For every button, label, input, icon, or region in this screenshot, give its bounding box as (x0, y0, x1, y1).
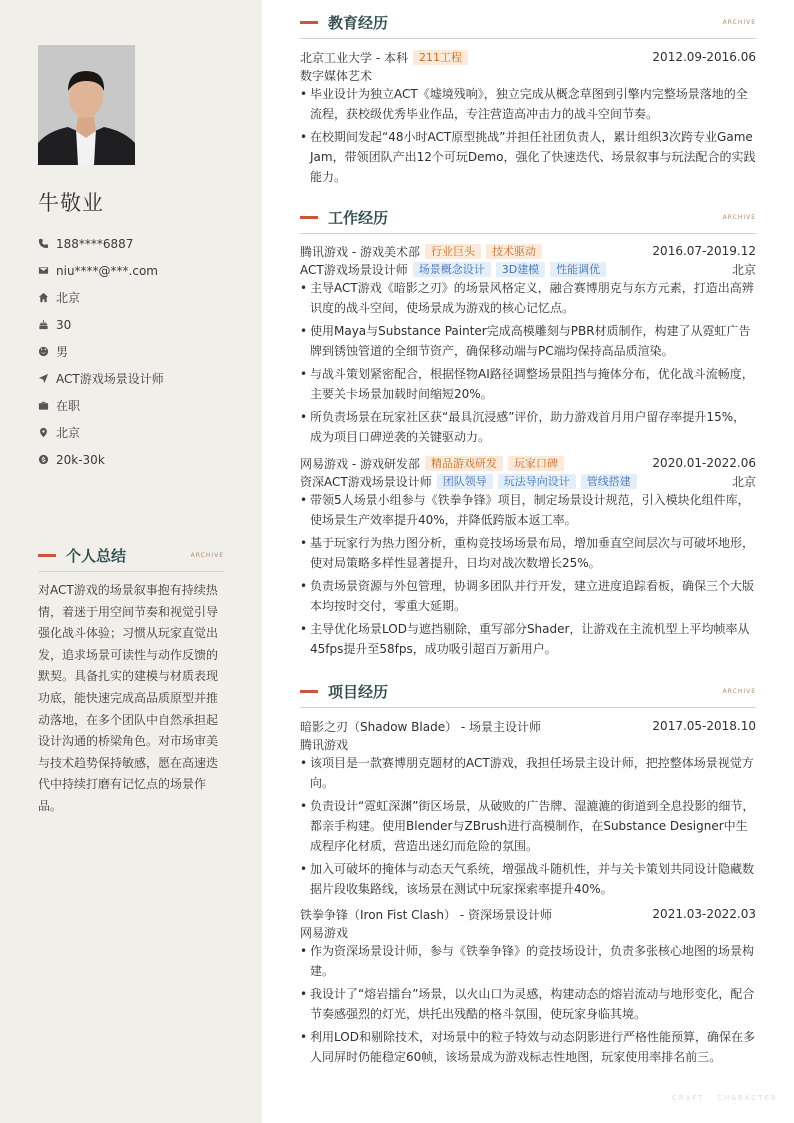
section-accent-bar (300, 690, 318, 693)
job-2-skill: 玩法导向设计 (498, 474, 576, 489)
list-item: • 我设计了“熔岩擂台”场景，以火山口为灵感，构建动态的熔岩流动与地形变化，配合节奏感强烈的灯光，烘托出残酷的格斗氛围，使玩家身临其境。 (300, 984, 756, 1024)
list-item: • 基于玩家行为热力图分析，重构竞技场场景布局，增加垂直空间层次与可破坏地形，使对局策略多样性显著提升，日均对战次数增长25%。 (300, 533, 756, 573)
contact-email-text: niu****@***.com (56, 263, 158, 278)
job-1-skill: 3D建模 (496, 262, 545, 277)
section-accent-bar (300, 21, 318, 24)
summary-archive-label: ARCHIVE (190, 551, 224, 559)
sidebar (0, 0, 262, 1123)
job-2-bullets (300, 490, 756, 662)
footer-watermark: CRAFT · CHARACTER (672, 1094, 778, 1102)
job-1-city: 北京 (731, 262, 756, 277)
list-item: • 加入可破坏的掩体与动态天气系统，增强战斗随机性，并与关卡策划共同设计隐藏数据片段收集路线，该场景在测试中玩家探索率提升40%。 (300, 859, 756, 899)
project-2-org: 网易游戏 (300, 925, 349, 940)
education-header (300, 11, 756, 33)
list-item: • 带领5人场景小组参与《铁拳争锋》项目，制定场景设计规范，引入模块化组件库，使场景生产效率提升40%，并降低跨版本返工率。 (300, 490, 756, 530)
summary-header (38, 544, 224, 566)
education-title: 教育经历 (328, 13, 389, 32)
project-1-name: 暗影之刃（Shadow Blade） - 场景主设计师 (300, 719, 542, 734)
projects-title: 项目经历 (328, 682, 389, 701)
job-2-tag: 玩家口碑 (508, 456, 564, 471)
list-item: • 负责场景资源与外包管理，协调多团队并行开发，建立进度追踪看板，确保三个大版本均按时交付，零重大延期。 (300, 576, 756, 616)
briefcase-icon (38, 400, 56, 411)
contact-gender (38, 338, 238, 365)
contact-location-text: 北京 (56, 426, 81, 440)
project-2-org-row (300, 924, 756, 940)
projects-header (300, 680, 756, 702)
project-2-header (300, 905, 756, 923)
summary-divider (38, 571, 224, 572)
contact-position-text: ACT游戏场景设计师 (56, 372, 164, 386)
list-item: • 在校期间发起“48小时ACT原型挑战”并担任社团负责人，累计组织3次跨专业Game Jam，带领团队产出12个可玩Demo，强化了快速迭代、场景叙事与玩法配合的实践能力。 (300, 127, 756, 187)
project-1-org: 腾讯游戏 (300, 737, 349, 752)
section-accent-bar (38, 554, 56, 557)
job-1-date: 2016.07-2019.12 (652, 244, 756, 258)
job-1-skill: 性能调优 (550, 262, 606, 277)
job-2-role: 资深ACT游戏场景设计师 (300, 474, 432, 489)
list-item: • 主导优化场景LOD与遮挡剔除，重写部分Shader，让游戏在主流机型上平均帧率从45fps提升至58fps，成功吸引超百万新用户。 (300, 619, 756, 659)
contact-status-text: 在职 (56, 399, 81, 413)
contact-location (38, 419, 238, 446)
job-2-city: 北京 (731, 474, 756, 489)
cake-icon (38, 319, 56, 330)
list-item: • 使用Maya与Substance Painter完成高模雕刻与PBR材质制作，构建了从霓虹广告牌到锈蚀管道的全细节资产，确保移动端与PC端均保持高品质渲染。 (300, 321, 756, 361)
list-item: • 该项目是一款赛博朋克题材的ACT游戏，我担任场景主设计师，把控整体场景视觉方向。 (300, 753, 756, 793)
avatar-photo (38, 45, 135, 165)
job-1-skill: 场景概念设计 (413, 262, 491, 277)
projects-divider (300, 707, 756, 708)
job-2-role-row (300, 473, 756, 489)
work-header (300, 206, 756, 228)
job-2-skill: 团队领导 (437, 474, 493, 489)
education-archive-label: ARCHIVE (722, 18, 756, 26)
money-icon (38, 454, 56, 465)
project-1-header (300, 717, 756, 735)
job-2-skill: 管线搭建 (581, 474, 637, 489)
face-icon (38, 346, 56, 357)
education-tag: 211工程 (413, 50, 468, 65)
job-2-header (300, 454, 756, 472)
person-portrait-icon (38, 45, 135, 165)
education-school: 北京工业大学 - 本科 (300, 50, 408, 65)
project-1-date: 2017.05-2018.10 (652, 719, 756, 733)
send-icon (38, 373, 56, 384)
education-entry-header (300, 48, 756, 66)
project-1-bullets (300, 753, 756, 902)
profile-name: 牛敬业 (38, 191, 104, 215)
list-item: • 所负责场景在玩家社区获“最具沉浸感”评价，助力游戏首月用户留存率提升15%，成为项目口碑逆袭的关键驱动力。 (300, 407, 756, 447)
job-1-role-row (300, 261, 756, 277)
section-accent-bar (300, 216, 318, 219)
contact-salary (38, 446, 238, 473)
contact-position (38, 365, 238, 392)
job-2-date: 2020.01-2022.06 (652, 456, 756, 470)
job-1-tag: 技术驱动 (486, 244, 542, 259)
list-item: • 与战斗策划紧密配合，根据怪物AI路径调整场景阻挡与掩体分布，优化战斗流畅度，主要关卡场景加载时间缩短20%。 (300, 364, 756, 404)
contact-phone-text: 188****6887 (56, 236, 134, 251)
project-1-org-row (300, 736, 756, 752)
education-major: 数字媒体艺术 (300, 68, 373, 83)
list-item: • 主导ACT游戏《暗影之刃》的场景风格定义，融合赛博朋克与东方元素，打造出高辨识度的战斗空间，使场景成为游戏的核心记忆点。 (300, 278, 756, 318)
contact-age-text: 30 (56, 317, 72, 332)
contact-email (38, 257, 238, 284)
education-date: 2012.09-2016.06 (652, 50, 756, 64)
job-1-company: 腾讯游戏 - 游戏美术部 (300, 244, 420, 259)
job-1-header (300, 242, 756, 260)
work-title: 工作经历 (328, 208, 389, 227)
work-divider (300, 233, 756, 234)
projects-archive-label: ARCHIVE (722, 687, 756, 695)
job-1-bullets (300, 278, 756, 450)
contact-salary-text: 20k-30k (56, 452, 105, 467)
project-2-bullets (300, 941, 756, 1070)
home-icon (38, 292, 56, 303)
list-item: • 负责设计“霓虹深渊”街区场景，从破败的广告牌、湿漉漉的街道到全息投影的细节，都亲手构建。使用Blender与ZBrush进行高模制作，在Substance Designer中生成程序化材质，营造出迷幻而危险的氛围。 (300, 796, 756, 856)
contact-list (38, 230, 238, 473)
education-bullets (300, 84, 756, 190)
job-1-role: ACT游戏场景设计师 (300, 262, 408, 277)
project-2-name: 铁拳争锋（Iron Fist Clash） - 资深场景设计师 (300, 907, 552, 922)
phone-icon (38, 238, 56, 249)
project-2-date: 2021.03-2022.03 (652, 907, 756, 921)
contact-status (38, 392, 238, 419)
education-divider (300, 38, 756, 39)
list-item: • 毕业设计为独立ACT《墟境残响》，独立完成从概念草图到引擎内完整场景落地的全流程，获校级优秀毕业作品，专注营造高冲击力的战斗空间节奏。 (300, 84, 756, 124)
education-major-row (300, 67, 756, 83)
job-2-company: 网易游戏 - 游戏研发部 (300, 456, 420, 471)
work-archive-label: ARCHIVE (722, 213, 756, 221)
list-item: • 作为资深场景设计师，参与《铁拳争锋》的竞技场设计，负责多张核心地图的场景构建。 (300, 941, 756, 981)
job-2-tag: 精品游戏研发 (425, 456, 503, 471)
summary-title: 个人总结 (66, 546, 127, 565)
mail-icon (38, 265, 56, 276)
contact-age (38, 311, 238, 338)
job-1-tag: 行业巨头 (425, 244, 481, 259)
list-item: • 利用LOD和剔除技术，对场景中的粒子特效与动态阴影进行严格性能预算，确保在多人同屏时仍能稳定60帧，该场景成为游戏标志性地图，玩家使用率排名前三。 (300, 1027, 756, 1067)
location-icon (38, 427, 56, 438)
contact-phone (38, 230, 238, 257)
summary-text: 对ACT游戏的场景叙事抱有持续热情，着迷于用空间节奏和视觉引导强化战斗体验；习惯从玩家直觉出发，追求场景可读性与动作反馈的默契。具备扎实的建模与材质表现功底，能快速完成高品质原型并推动落地，在多个团队中自然承担起设计沟通的桥梁角色。对市场审美与技术趋势保持敏感，愿在高速迭代中持续打磨有记忆点的场景作品。 (38, 583, 219, 813)
contact-gender-text: 男 (56, 345, 69, 359)
contact-city (38, 284, 238, 311)
contact-city-text: 北京 (56, 291, 81, 305)
